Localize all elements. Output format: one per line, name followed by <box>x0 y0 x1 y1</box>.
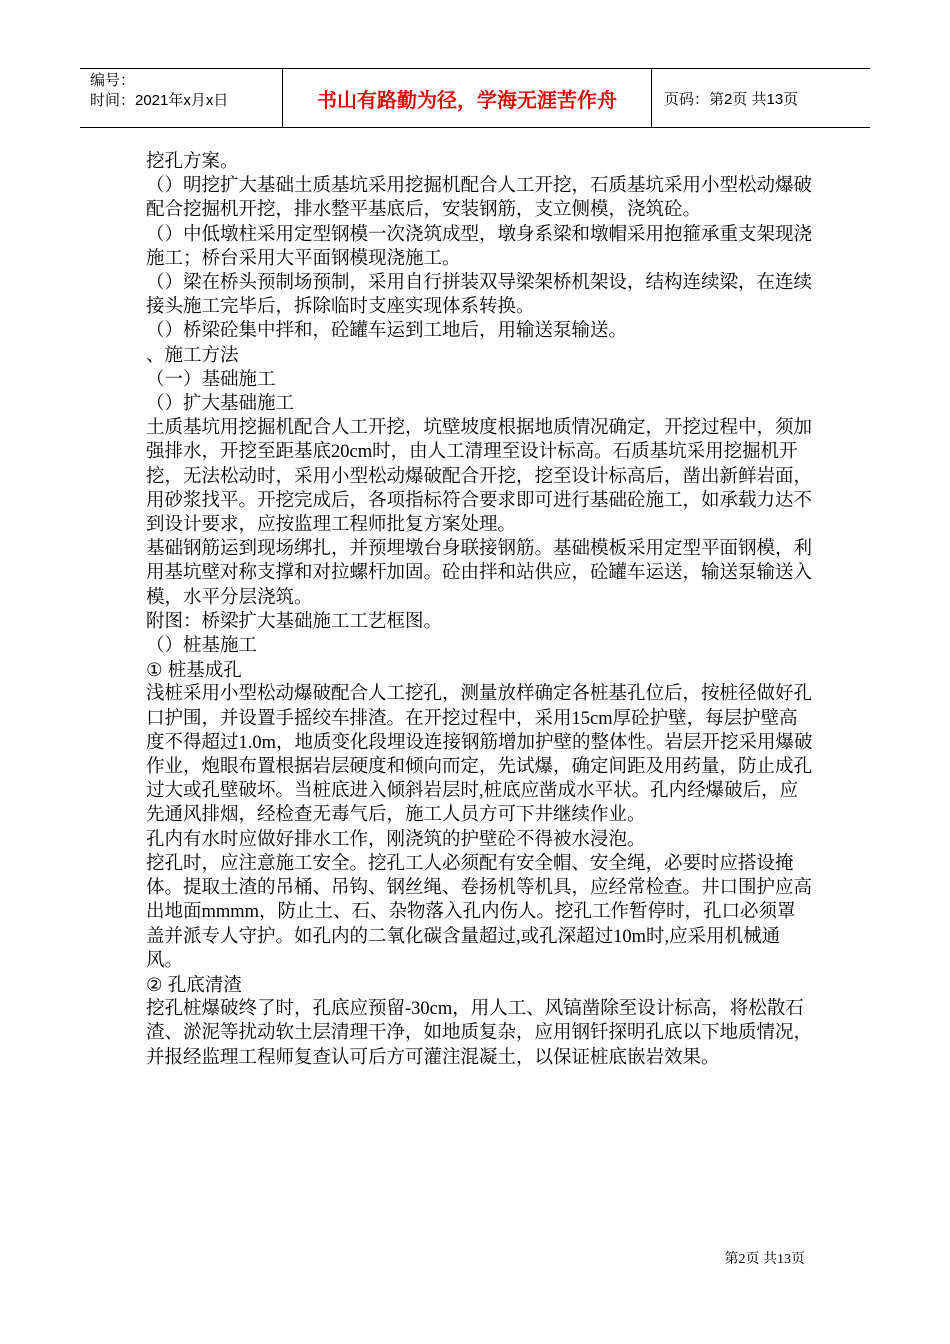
paragraph: 基础钢筋运到现场绑扎，并预埋墩台身联接钢筋。基础模板采用定型平面钢模，利用基坑壁对称支撑和对拉螺杆加固。砼由拌和站供应，砼罐车运送，输送泵输送入模，水平分层浇筑。 <box>146 539 813 608</box>
document-number-label: 编号： <box>90 72 136 89</box>
page-header <box>80 68 870 128</box>
page-footer: 第2页 共13页 <box>724 1252 805 1267</box>
subsection-heading: （一）基础施工 <box>146 369 276 390</box>
item-heading: ① 桩基成孔 <box>146 659 242 681</box>
header-motto: 书山有路勤为径，学海无涯苦作舟 <box>283 69 652 127</box>
paragraph: 浅桩采用小型松动爆破配合人工挖孔，测量放样确定各桩基孔位后，按桩径做好孔口护围，并设置手摇绞车排渣。在开挖过程中，采用15cm厚砼护壁，每层护壁高度不得超过1.0m，地质变化段埋设连接钢筋增加护壁的整体性。岩层开挖采用爆破作业，炮眼布置根据岩层硬度和倾向而定，先试爆，确定间距及用药量，防止成孔过大或孔壁破坏。当桩底进入倾斜岩层时,桩底应凿成水平状。孔内经爆破后，应先通风排烟，经检查无毒气后，施工人员方可下井继续作业。 <box>146 684 813 826</box>
document-body <box>146 150 814 1070</box>
paragraph: 挖孔桩爆破终了时，孔底应预留-30cm，用人工、风镐凿除至设计标高，将松散石渣、淤泥等扰动软土层清理干净，如地质复杂，应用钢钎探明孔底以下地质情况，并报经监理工程师复查认可后方可灌注混凝土，以保证桩底嵌岩效果。 <box>146 999 813 1068</box>
header-meta <box>80 69 283 127</box>
document-date-label: 时间：2021年x月x日 <box>90 92 229 109</box>
header-page-label: 页码：第2页 共13页 <box>664 90 799 108</box>
paragraph: （）桥梁砼集中拌和，砼罐车运到工地后，用输送泵输送。 <box>146 321 628 342</box>
subsection-heading: （）桩基施工 <box>146 636 258 657</box>
paragraph: 挖孔时，应注意施工安全。挖孔工人必须配有安全帽、安全绳，必要时应搭设掩体。提取土渣的吊桶、吊钩、钢丝绳、卷扬机等机具，应经常检查。井口围护应高出地面mmmm，防止土、石、杂物落入孔内伤人。挖孔工作暂停时，孔口必须罩盖并派专人守护。如孔内的二氧化碳含量超过,或孔深超过10m时,应采用机械通风。 <box>146 853 813 971</box>
paragraph: （）中低墩柱采用定型钢模一次浇筑成型，墩身系梁和墩帽采用抱箍承重支架现浇施工；桥台采用大平面钢模现浇施工。 <box>146 224 813 269</box>
item-heading: ② 孔底清渣 <box>146 973 242 995</box>
paragraph: （）明挖扩大基础土质基坑采用挖掘机配合人工开挖，石质基坑采用小型松动爆破配合挖掘机开挖，排水整平基底后，安装钢筋，支立侧模，浇筑砼。 <box>146 176 813 221</box>
paragraph: 土质基坑用挖掘机配合人工开挖，坑壁坡度根据地质情况确定，开挖过程中，须加强排水，开挖至距基底20cm时，由人工清理至设计标高。石质基坑采用挖掘机开挖，无法松动时，采用小型松动爆破配合开挖，挖至设计标高后，凿出新鲜岩面，用砂浆找平。开挖完成后，各项指标符合要求即可进行基础砼施工，如承载力达不到设计要求，应按监理工程师批复方案处理。 <box>146 418 813 536</box>
subsection-heading: （）扩大基础施工 <box>146 394 295 415</box>
paragraph: （）梁在桥头预制场预制，采用自行拼装双导梁架桥机架设，结构连续梁，在连续接头施工完毕后，拆除临时支座实现体系转换。 <box>146 273 813 318</box>
paragraph: 孔内有水时应做好排水工作，刚浇筑的护壁砼不得被水浸泡。 <box>146 829 646 850</box>
section-heading: 、施工方法 <box>146 345 239 366</box>
paragraph: 附图：桥梁扩大基础施工工艺框图。 <box>146 611 443 632</box>
paragraph: 挖孔方案。 <box>146 152 239 172</box>
